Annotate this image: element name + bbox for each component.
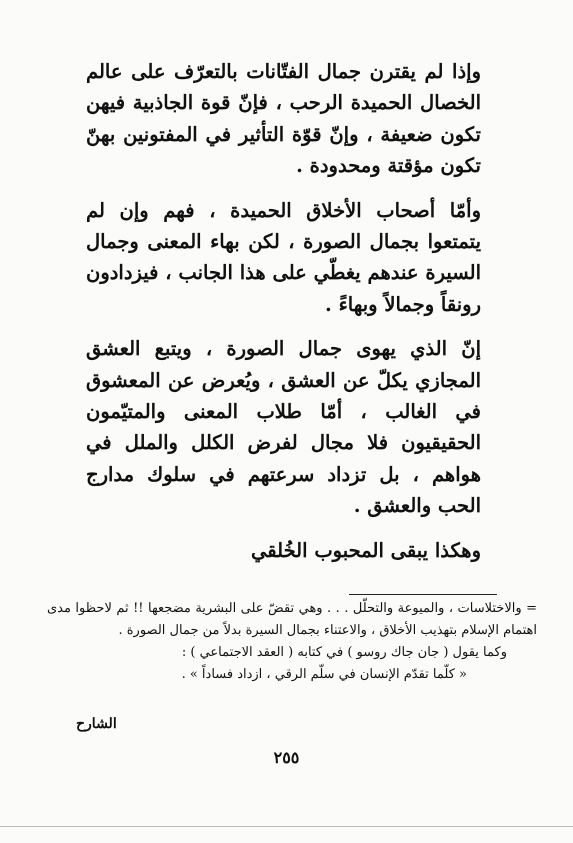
footnote-line: = والاختلاسات ، والميوعة والتحلّل . . . وهي تقضّ على البشرية مضجعها !! ثم لاحظوا مدى اهتمام الإسلام بتهذيب الأخلاق ، والاعتناء بجمال السيرة بدلاً من جمال الصورة . <box>47 601 537 638</box>
footnotes-block <box>47 598 537 686</box>
footnote-line: وكما يقول ( جان جاك روسو ) في كتابه ( العقد الاجتماعي ) : <box>181 645 507 660</box>
main-text-block <box>86 56 481 566</box>
footnote-quote: « كلّما تقدّم الإنسان في سلّم الرقي ، ازداد فساداً » . <box>181 667 467 682</box>
paragraph-3: إنّ الذي يهوى جمال الصورة ، ويتبع العشق المجازي يكلّ عن العشق ، ويُعرض عن المعشوق في الغالب ، أمّا طلاب المعنى والمتيّمون الحقيقيون فلا مجال لفرض الكلل والملل في هواهم ، بل تزداد سرعتهم في سلوك مدارج الحب والعشق . <box>86 337 481 518</box>
footnote-signature: الشارح <box>76 716 117 732</box>
footnote-separator <box>349 594 497 595</box>
paragraph-2: وأمّا أصحاب الأخلاق الحميدة ، فهم وإن لم يتمتعوا بجمال الصورة ، لكن بهاء المعنى وجمال السيرة عندهم يغطّي على هذا الجانب ، فيزدادون رونقاً وجمالاً وبهاءً . <box>86 198 481 316</box>
page-number: ٢٥٥ <box>273 748 300 767</box>
page-bottom-edge <box>0 826 573 827</box>
paragraph-4: وهكذا يبقى المحبوب الخُلقي <box>251 538 481 562</box>
paragraph-1: وإذا لم يقترن جمال الفتّانات بالتعرّف على عالم الخصال الحميدة الرحب ، فإنّ قوة الجاذبية فيهن تكون ضعيفة ، وإنّ قوّة التأثير في المفتونين بهنّ تكون مؤقتة ومحدودة . <box>86 60 481 178</box>
